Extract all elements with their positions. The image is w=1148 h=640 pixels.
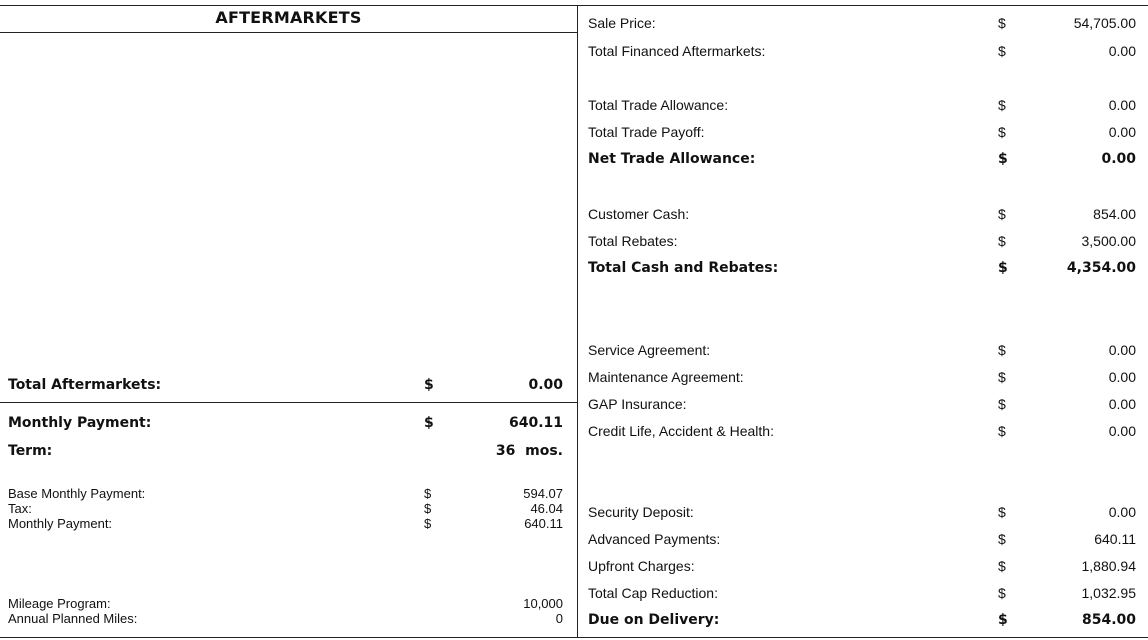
base-monthly-payment-currency: $ bbox=[424, 486, 432, 501]
aftermarkets-title-rule bbox=[0, 32, 577, 33]
due-on-delivery-value: 854.00 bbox=[1081, 612, 1136, 628]
tax-row bbox=[0, 502, 577, 516]
term-label: Term: bbox=[8, 443, 53, 459]
bottom-border bbox=[0, 637, 1148, 638]
gap-insurance-row bbox=[578, 394, 1148, 414]
credit-life-row bbox=[578, 421, 1148, 441]
total-cash-and-rebates-value: 4,354.00 bbox=[1066, 260, 1136, 276]
tax-value: 46.04 bbox=[530, 501, 563, 516]
annual-planned-miles-value: 0 bbox=[555, 611, 563, 626]
tax-label: Tax: bbox=[8, 501, 32, 516]
term-unit: mos. bbox=[525, 443, 563, 459]
breakdown-monthly-payment-value: 640.11 bbox=[524, 516, 563, 531]
total-trade-allowance-value: 0.00 bbox=[1108, 97, 1136, 113]
gap-insurance-currency: $ bbox=[998, 396, 1006, 412]
term-value-group bbox=[413, 441, 563, 461]
customer-cash-row bbox=[578, 204, 1148, 224]
credit-life-currency: $ bbox=[998, 423, 1006, 439]
gap-insurance-label: GAP Insurance: bbox=[588, 396, 687, 412]
total-aftermarkets-rule bbox=[0, 402, 577, 403]
net-trade-allowance-currency: $ bbox=[998, 151, 1008, 167]
breakdown-monthly-payment-label: Monthly Payment: bbox=[8, 516, 113, 531]
sale-price-currency: $ bbox=[998, 15, 1006, 31]
service-agreement-row bbox=[578, 340, 1148, 360]
monthly-payment-row bbox=[0, 413, 577, 433]
total-rebates-currency: $ bbox=[998, 233, 1006, 249]
upfront-charges-value: 1,880.94 bbox=[1081, 558, 1136, 574]
advanced-payments-row bbox=[578, 529, 1148, 549]
maintenance-agreement-value: 0.00 bbox=[1108, 369, 1136, 385]
total-financed-aftermarkets-value: 0.00 bbox=[1108, 43, 1136, 59]
aftermarkets-title: AFTERMARKETS bbox=[215, 8, 362, 27]
total-trade-payoff-row bbox=[578, 122, 1148, 142]
monthly-payment-value: 640.11 bbox=[508, 415, 563, 431]
base-monthly-payment-value: 594.07 bbox=[523, 486, 563, 501]
monthly-payment-label: Monthly Payment: bbox=[8, 415, 152, 431]
service-agreement-label: Service Agreement: bbox=[588, 342, 711, 358]
base-monthly-payment-label: Base Monthly Payment: bbox=[8, 486, 146, 501]
security-deposit-label: Security Deposit: bbox=[588, 504, 694, 520]
security-deposit-currency: $ bbox=[998, 504, 1006, 520]
annual-planned-miles-label: Annual Planned Miles: bbox=[8, 611, 138, 626]
total-cash-and-rebates-currency: $ bbox=[998, 260, 1008, 276]
upfront-charges-label: Upfront Charges: bbox=[588, 558, 695, 574]
total-trade-allowance-label: Total Trade Allowance: bbox=[588, 97, 729, 113]
due-on-delivery-row bbox=[578, 610, 1148, 630]
term-row bbox=[0, 441, 577, 461]
total-trade-allowance-row bbox=[578, 95, 1148, 115]
total-cash-and-rebates-row bbox=[578, 258, 1148, 278]
tax-currency: $ bbox=[424, 501, 432, 516]
total-cap-reduction-row bbox=[578, 583, 1148, 603]
base-monthly-payment-row bbox=[0, 487, 577, 501]
total-aftermarkets-value: 0.00 bbox=[528, 377, 563, 393]
total-rebates-row bbox=[578, 231, 1148, 251]
advanced-payments-currency: $ bbox=[998, 531, 1006, 547]
total-aftermarkets-row bbox=[0, 375, 577, 395]
total-aftermarkets-currency: $ bbox=[424, 377, 434, 393]
net-trade-allowance-label: Net Trade Allowance: bbox=[588, 151, 756, 167]
breakdown-monthly-payment-currency: $ bbox=[424, 516, 432, 531]
sale-price-row bbox=[578, 13, 1148, 33]
upfront-charges-currency: $ bbox=[998, 558, 1006, 574]
service-agreement-value: 0.00 bbox=[1108, 342, 1136, 358]
term-value: 36 bbox=[495, 443, 516, 459]
security-deposit-row bbox=[578, 502, 1148, 522]
customer-cash-label: Customer Cash: bbox=[588, 206, 690, 222]
total-rebates-value: 3,500.00 bbox=[1081, 233, 1136, 249]
net-trade-allowance-value: 0.00 bbox=[1101, 151, 1136, 167]
total-financed-aftermarkets-row bbox=[578, 41, 1148, 61]
sale-price-value: 54,705.00 bbox=[1073, 15, 1136, 31]
total-trade-allowance-currency: $ bbox=[998, 97, 1006, 113]
credit-life-value: 0.00 bbox=[1108, 423, 1136, 439]
top-border bbox=[0, 5, 1148, 6]
breakdown-monthly-payment-row bbox=[0, 517, 577, 531]
maintenance-agreement-row bbox=[578, 367, 1148, 387]
monthly-payment-currency: $ bbox=[424, 415, 434, 431]
customer-cash-currency: $ bbox=[998, 206, 1006, 222]
mileage-program-row bbox=[0, 597, 577, 611]
gap-insurance-value: 0.00 bbox=[1108, 396, 1136, 412]
annual-planned-miles-row bbox=[0, 612, 577, 626]
customer-cash-value: 854.00 bbox=[1093, 206, 1136, 222]
advanced-payments-label: Advanced Payments: bbox=[588, 531, 721, 547]
total-trade-payoff-value: 0.00 bbox=[1108, 124, 1136, 140]
total-trade-payoff-currency: $ bbox=[998, 124, 1006, 140]
total-cash-and-rebates-label: Total Cash and Rebates: bbox=[588, 260, 779, 276]
maintenance-agreement-currency: $ bbox=[998, 369, 1006, 385]
total-trade-payoff-label: Total Trade Payoff: bbox=[588, 124, 705, 140]
credit-life-label: Credit Life, Accident & Health: bbox=[588, 423, 774, 439]
upfront-charges-row bbox=[578, 556, 1148, 576]
mileage-program-value: 10,000 bbox=[523, 596, 563, 611]
security-deposit-value: 0.00 bbox=[1108, 504, 1136, 520]
service-agreement-currency: $ bbox=[998, 342, 1006, 358]
total-cap-reduction-value: 1,032.95 bbox=[1081, 585, 1136, 601]
net-trade-allowance-row bbox=[578, 149, 1148, 169]
due-on-delivery-currency: $ bbox=[998, 612, 1008, 628]
advanced-payments-value: 640.11 bbox=[1094, 531, 1136, 547]
total-aftermarkets-label: Total Aftermarkets: bbox=[8, 377, 162, 393]
sale-price-label: Sale Price: bbox=[588, 15, 656, 31]
mileage-program-label: Mileage Program: bbox=[8, 596, 111, 611]
total-rebates-label: Total Rebates: bbox=[588, 233, 678, 249]
maintenance-agreement-label: Maintenance Agreement: bbox=[588, 369, 744, 385]
due-on-delivery-label: Due on Delivery: bbox=[588, 612, 720, 628]
total-financed-aftermarkets-currency: $ bbox=[998, 43, 1006, 59]
total-cap-reduction-currency: $ bbox=[998, 585, 1006, 601]
total-financed-aftermarkets-label: Total Financed Aftermarkets: bbox=[588, 43, 766, 59]
total-cap-reduction-label: Total Cap Reduction: bbox=[588, 585, 718, 601]
